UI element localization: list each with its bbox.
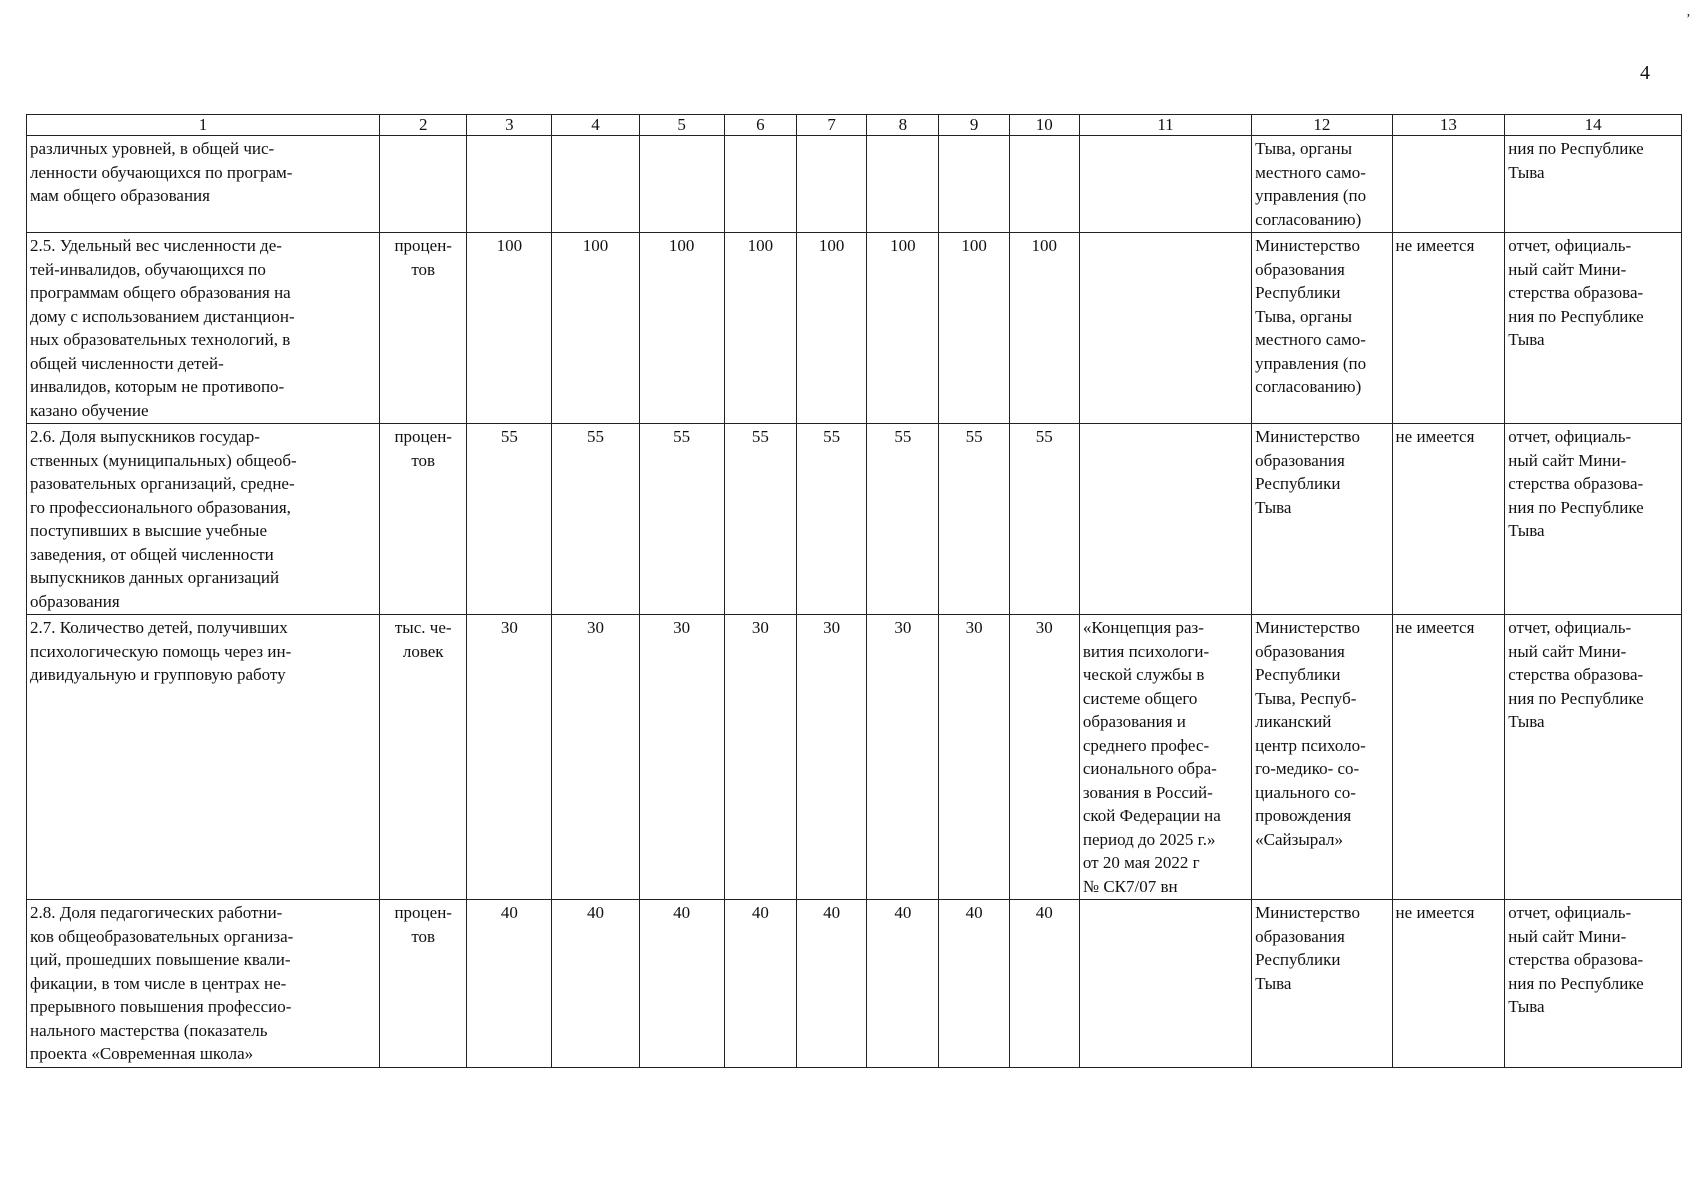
column-header-13: 13	[1392, 115, 1505, 136]
unit-cell	[380, 136, 467, 233]
column-header-8: 8	[867, 115, 939, 136]
value-cell: 40	[867, 900, 939, 1068]
column-header-4: 4	[552, 115, 639, 136]
value-cell: 40	[467, 900, 552, 1068]
value-cell: 40	[639, 900, 724, 1068]
value-cell: 55	[552, 424, 639, 615]
indicator-name-cell: 2.7. Количество детей, получивших психологическую помощь через ин- дивидуальную и групповую работу	[27, 615, 380, 900]
table-row	[27, 424, 1682, 615]
table-row	[27, 900, 1682, 1068]
note-cell	[1392, 136, 1505, 233]
value-cell: 100	[1009, 233, 1079, 424]
table-row	[27, 136, 1682, 233]
column-header-11: 11	[1079, 115, 1251, 136]
note-cell: не имеется	[1392, 233, 1505, 424]
source-cell: отчет, официаль- ный сайт Мини- стерства образова- ния по Республике Тыва	[1505, 233, 1682, 424]
value-cell: 40	[724, 900, 796, 1068]
value-cell	[639, 136, 724, 233]
indicator-name-cell: 2.8. Доля педагогических работни- ков общеобразовательных организа- ций, прошедших повышение квали- фикации, в том числе в центрах не- прерывного повышения профессио- нального мастерства (показатель проекта «Современная школа»	[27, 900, 380, 1068]
value-cell: 55	[639, 424, 724, 615]
responsible-cell: Тыва, органы местного само- управления (по согласованию)	[1252, 136, 1392, 233]
corner-mark: ’	[1686, 12, 1691, 27]
value-cell: 100	[796, 233, 866, 424]
value-cell: 55	[939, 424, 1009, 615]
value-cell: 40	[796, 900, 866, 1068]
column-header-3: 3	[467, 115, 552, 136]
basis-document-cell	[1079, 233, 1251, 424]
source-cell: ния по Республике Тыва	[1505, 136, 1682, 233]
source-cell: отчет, официаль- ный сайт Мини- стерства образова- ния по Республике Тыва	[1505, 900, 1682, 1068]
value-cell: 30	[939, 615, 1009, 900]
value-cell: 55	[467, 424, 552, 615]
value-cell: 100	[467, 233, 552, 424]
value-cell: 30	[552, 615, 639, 900]
column-header-7: 7	[796, 115, 866, 136]
column-header-12: 12	[1252, 115, 1392, 136]
unit-cell: процен- тов	[380, 424, 467, 615]
column-number-row	[27, 115, 1682, 136]
table-body	[27, 136, 1682, 1068]
basis-document-cell	[1079, 136, 1251, 233]
basis-document-cell	[1079, 424, 1251, 615]
column-header-9: 9	[939, 115, 1009, 136]
unit-cell: тыс. че- ловек	[380, 615, 467, 900]
value-cell: 100	[724, 233, 796, 424]
value-cell	[724, 136, 796, 233]
value-cell: 30	[1009, 615, 1079, 900]
column-header-6: 6	[724, 115, 796, 136]
source-cell: отчет, официаль- ный сайт Мини- стерства образова- ния по Республике Тыва	[1505, 615, 1682, 900]
indicator-table	[26, 114, 1682, 1068]
value-cell	[796, 136, 866, 233]
note-cell: не имеется	[1392, 900, 1505, 1068]
value-cell	[552, 136, 639, 233]
column-header-5: 5	[639, 115, 724, 136]
value-cell	[1009, 136, 1079, 233]
responsible-cell: Министерство образования Республики Тыва, органы местного само- управления (по согласованию)	[1252, 233, 1392, 424]
indicator-name-cell: 2.5. Удельный вес численности де- тей-инвалидов, обучающихся по программам общего образования на дому с использованием дистанцион- ных образовательных технологий, в общей численности детей- инвалидов, которым не противопо- казано обучение	[27, 233, 380, 424]
indicator-name-cell: различных уровней, в общей чис- ленности обучающихся по програм- мам общего образования	[27, 136, 380, 233]
note-cell: не имеется	[1392, 424, 1505, 615]
value-cell: 30	[639, 615, 724, 900]
value-cell: 100	[639, 233, 724, 424]
column-header-2: 2	[380, 115, 467, 136]
value-cell	[939, 136, 1009, 233]
value-cell: 100	[552, 233, 639, 424]
column-header-10: 10	[1009, 115, 1079, 136]
note-cell: не имеется	[1392, 615, 1505, 900]
value-cell: 30	[796, 615, 866, 900]
table-row	[27, 615, 1682, 900]
table-row	[27, 233, 1682, 424]
column-header-1: 1	[27, 115, 380, 136]
value-cell: 100	[939, 233, 1009, 424]
value-cell: 55	[796, 424, 866, 615]
basis-document-cell: «Концепция раз- вития психологи- ческой службы в системе общего образования и среднего профес- сионального обра- зования в Россий- ской Федерации на период до 2025 г.» от 20 мая 2022 г № СК7/07 вн	[1079, 615, 1251, 900]
unit-cell: процен- тов	[380, 233, 467, 424]
value-cell: 40	[1009, 900, 1079, 1068]
indicator-name-cell: 2.6. Доля выпускников государ- ственных (муниципальных) общеоб- разовательных организаций, средне- го профессионального образования, поступивших в высшие учебные заведения, от общей численности выпускников данных организаций образования	[27, 424, 380, 615]
value-cell: 40	[552, 900, 639, 1068]
value-cell: 30	[724, 615, 796, 900]
source-cell: отчет, официаль- ный сайт Мини- стерства образова- ния по Республике Тыва	[1505, 424, 1682, 615]
value-cell: 55	[724, 424, 796, 615]
value-cell: 30	[467, 615, 552, 900]
value-cell: 55	[867, 424, 939, 615]
unit-cell: процен- тов	[380, 900, 467, 1068]
value-cell: 30	[867, 615, 939, 900]
responsible-cell: Министерство образования Республики Тыва	[1252, 900, 1392, 1068]
value-cell: 100	[867, 233, 939, 424]
value-cell	[467, 136, 552, 233]
value-cell: 55	[1009, 424, 1079, 615]
value-cell: 40	[939, 900, 1009, 1068]
value-cell	[867, 136, 939, 233]
column-header-14: 14	[1505, 115, 1682, 136]
basis-document-cell	[1079, 900, 1251, 1068]
responsible-cell: Министерство образования Республики Тыва, Респуб- ликанский центр психоло- го-медико- со- циального со- провождения «Сайзырал»	[1252, 615, 1392, 900]
page-number: 4	[1640, 62, 1650, 84]
responsible-cell: Министерство образования Республики Тыва	[1252, 424, 1392, 615]
